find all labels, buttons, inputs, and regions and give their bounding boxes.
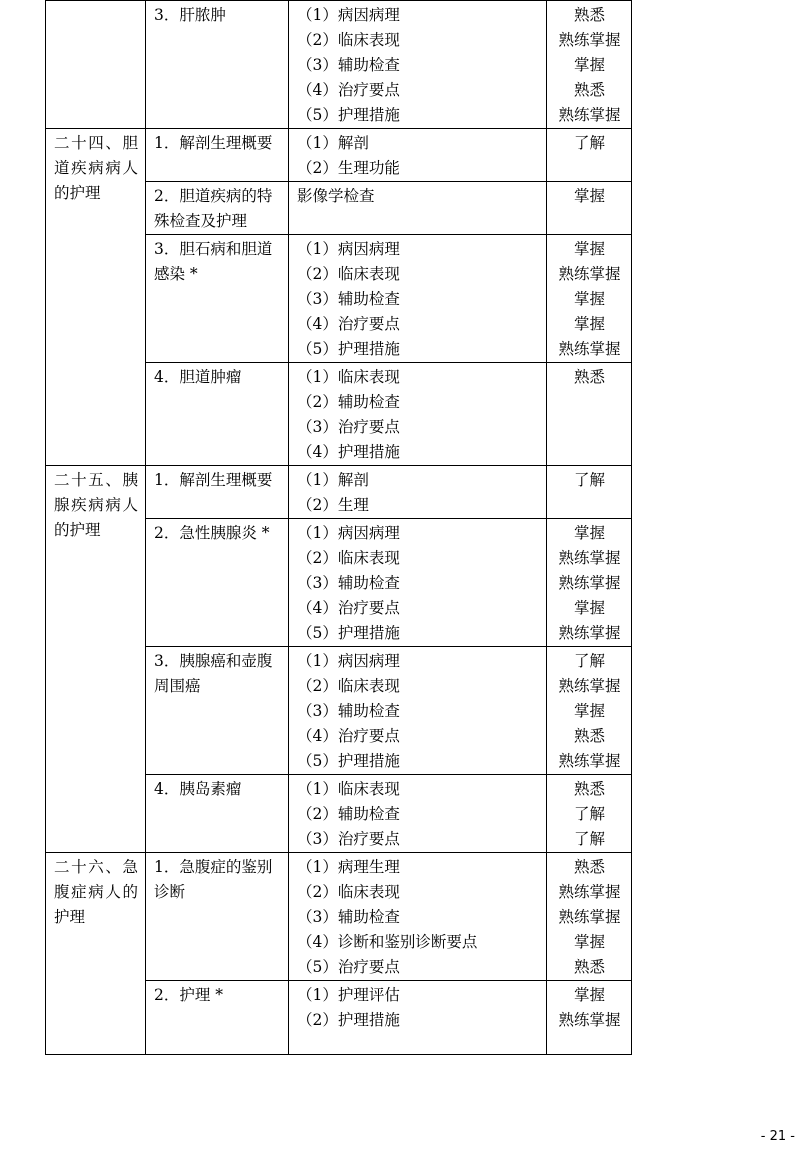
item-line: （1）解剖 — [297, 471, 369, 489]
section-title: 二十六、急腹症病人的护理 — [54, 858, 138, 926]
requirement-cell — [547, 981, 632, 1055]
items-cell — [289, 182, 547, 235]
unit-cell — [146, 466, 289, 519]
unit-cell — [146, 182, 289, 235]
unit-label: 3．胰腺癌和壶腹周围癌 — [154, 652, 273, 695]
item-line: （2）生理功能 — [297, 159, 400, 177]
requirement-label: 熟练掌握 — [558, 624, 621, 642]
item-line: （4）护理措施 — [297, 443, 400, 461]
item-line: （3）治疗要点 — [297, 830, 400, 848]
requirement-label: 了解 — [573, 652, 605, 670]
requirement-label: 掌握 — [573, 187, 605, 205]
item-line: （3）辅助检查 — [297, 908, 400, 926]
unit-label: 4．胆道肿瘤 — [154, 368, 242, 386]
item-line: （4）治疗要点 — [297, 599, 400, 617]
unit-cell — [146, 853, 289, 981]
requirement-cell — [547, 466, 632, 519]
unit-label: 3．肝脓肿 — [154, 6, 226, 24]
unit-label: 3．胆石病和胆道感染 * — [154, 240, 273, 283]
requirement-label: 掌握 — [573, 702, 605, 720]
section-cell — [46, 466, 146, 853]
requirement-label: 熟悉 — [573, 6, 605, 24]
requirement-label: 熟悉 — [573, 81, 605, 99]
item-line: （1）病因病理 — [297, 652, 400, 670]
item-line: （4）诊断和鉴别诊断要点 — [297, 933, 478, 951]
unit-cell — [146, 235, 289, 363]
unit-label: 4．胰岛素瘤 — [154, 780, 242, 798]
items-cell — [289, 647, 547, 775]
requirement-label: 熟练掌握 — [558, 31, 621, 49]
table-row — [46, 466, 632, 519]
item-line: （4）治疗要点 — [297, 727, 400, 745]
item-line: （2）临床表现 — [297, 883, 400, 901]
items-cell — [289, 363, 547, 466]
requirement-label: 掌握 — [573, 315, 605, 333]
item-line: （4）治疗要点 — [297, 315, 400, 333]
unit-label: 2．胆道疾病的特殊检查及护理 — [154, 187, 273, 230]
table-row — [46, 853, 632, 981]
item-line: （1）临床表现 — [297, 368, 400, 386]
page-number: - 21 - — [760, 1129, 795, 1144]
item-line: （4）治疗要点 — [297, 81, 400, 99]
requirement-label: 了解 — [573, 134, 605, 152]
item-line: （1）解剖 — [297, 134, 369, 152]
items-cell — [289, 981, 547, 1055]
syllabus-table — [45, 0, 632, 1055]
requirement-label: 掌握 — [573, 524, 605, 542]
requirement-label: 掌握 — [573, 290, 605, 308]
item-line: 影像学检查 — [297, 187, 375, 205]
requirement-cell — [547, 775, 632, 853]
requirement-label: 了解 — [573, 830, 605, 848]
requirement-label: 熟悉 — [573, 727, 605, 745]
requirement-label: 掌握 — [573, 933, 605, 951]
section-cell — [46, 129, 146, 466]
section-title: 二十四、胆道疾病病人的护理 — [54, 134, 138, 202]
item-line: （3）辅助检查 — [297, 56, 400, 74]
requirement-label: 熟悉 — [573, 368, 605, 386]
item-line: （2）临床表现 — [297, 549, 400, 567]
unit-cell — [146, 981, 289, 1055]
requirement-cell — [547, 1, 632, 129]
unit-cell — [146, 519, 289, 647]
section-cell — [46, 1, 146, 129]
items-cell — [289, 853, 547, 981]
requirement-label: 掌握 — [573, 240, 605, 258]
requirement-label: 熟练掌握 — [558, 752, 621, 770]
item-line: （5）护理措施 — [297, 752, 400, 770]
unit-label: 2．急性胰腺炎 * — [154, 524, 270, 542]
requirement-label: 掌握 — [573, 599, 605, 617]
items-cell — [289, 235, 547, 363]
item-line: （1）临床表现 — [297, 780, 400, 798]
requirement-label: 熟练掌握 — [558, 106, 621, 124]
requirement-label: 熟练掌握 — [558, 574, 621, 592]
item-line: （2）临床表现 — [297, 31, 400, 49]
item-line: （3）治疗要点 — [297, 418, 400, 436]
requirement-label: 熟练掌握 — [558, 1011, 621, 1029]
items-cell — [289, 1, 547, 129]
unit-cell — [146, 129, 289, 182]
unit-label: 1．急腹症的鉴别诊断 — [154, 858, 273, 901]
item-line: （5）护理措施 — [297, 106, 400, 124]
unit-label: 1．解剖生理概要 — [154, 471, 273, 489]
table-row — [46, 129, 632, 182]
requirement-label: 熟练掌握 — [558, 883, 621, 901]
unit-label: 2．护理 * — [154, 986, 224, 1004]
item-line: （2）临床表现 — [297, 265, 400, 283]
item-line: （5）治疗要点 — [297, 958, 400, 976]
requirement-cell — [547, 129, 632, 182]
items-cell — [289, 466, 547, 519]
item-line: （2）生理 — [297, 496, 369, 514]
item-line: （1）病因病理 — [297, 6, 400, 24]
requirement-cell — [547, 519, 632, 647]
requirement-cell — [547, 235, 632, 363]
requirement-cell — [547, 182, 632, 235]
requirement-label: 熟练掌握 — [558, 677, 621, 695]
item-line: （5）护理措施 — [297, 340, 400, 358]
requirement-label: 掌握 — [573, 56, 605, 74]
item-line: （2）辅助检查 — [297, 393, 400, 411]
section-cell — [46, 853, 146, 1055]
requirement-label: 熟练掌握 — [558, 549, 621, 567]
requirement-label: 熟悉 — [573, 958, 605, 976]
item-line: （3）辅助检查 — [297, 290, 400, 308]
unit-cell — [146, 647, 289, 775]
requirement-label: 熟练掌握 — [558, 908, 621, 926]
unit-cell — [146, 363, 289, 466]
requirement-cell — [547, 363, 632, 466]
requirement-cell — [547, 853, 632, 981]
requirement-label: 掌握 — [573, 986, 605, 1004]
item-line: （5）护理措施 — [297, 624, 400, 642]
items-cell — [289, 129, 547, 182]
item-line: （2）辅助检查 — [297, 805, 400, 823]
table-row — [46, 1, 632, 129]
item-line: （2）护理措施 — [297, 1011, 400, 1029]
requirement-label: 熟悉 — [573, 858, 605, 876]
unit-label: 1．解剖生理概要 — [154, 134, 273, 152]
item-line: （1）病理生理 — [297, 858, 400, 876]
requirement-label: 熟悉 — [573, 780, 605, 798]
item-line: （1）病因病理 — [297, 240, 400, 258]
item-line: （1）护理评估 — [297, 986, 400, 1004]
section-title: 二十五、胰腺疾病病人的护理 — [54, 471, 138, 539]
requirement-label: 熟练掌握 — [558, 340, 621, 358]
item-line: （3）辅助检查 — [297, 574, 400, 592]
requirement-cell — [547, 647, 632, 775]
items-cell — [289, 519, 547, 647]
requirement-label: 了解 — [573, 471, 605, 489]
item-line: （1）病因病理 — [297, 524, 400, 542]
item-line: （2）临床表现 — [297, 677, 400, 695]
unit-cell — [146, 1, 289, 129]
items-cell — [289, 775, 547, 853]
requirement-label: 熟练掌握 — [558, 265, 621, 283]
item-line: （3）辅助检查 — [297, 702, 400, 720]
unit-cell — [146, 775, 289, 853]
requirement-label: 了解 — [573, 805, 605, 823]
